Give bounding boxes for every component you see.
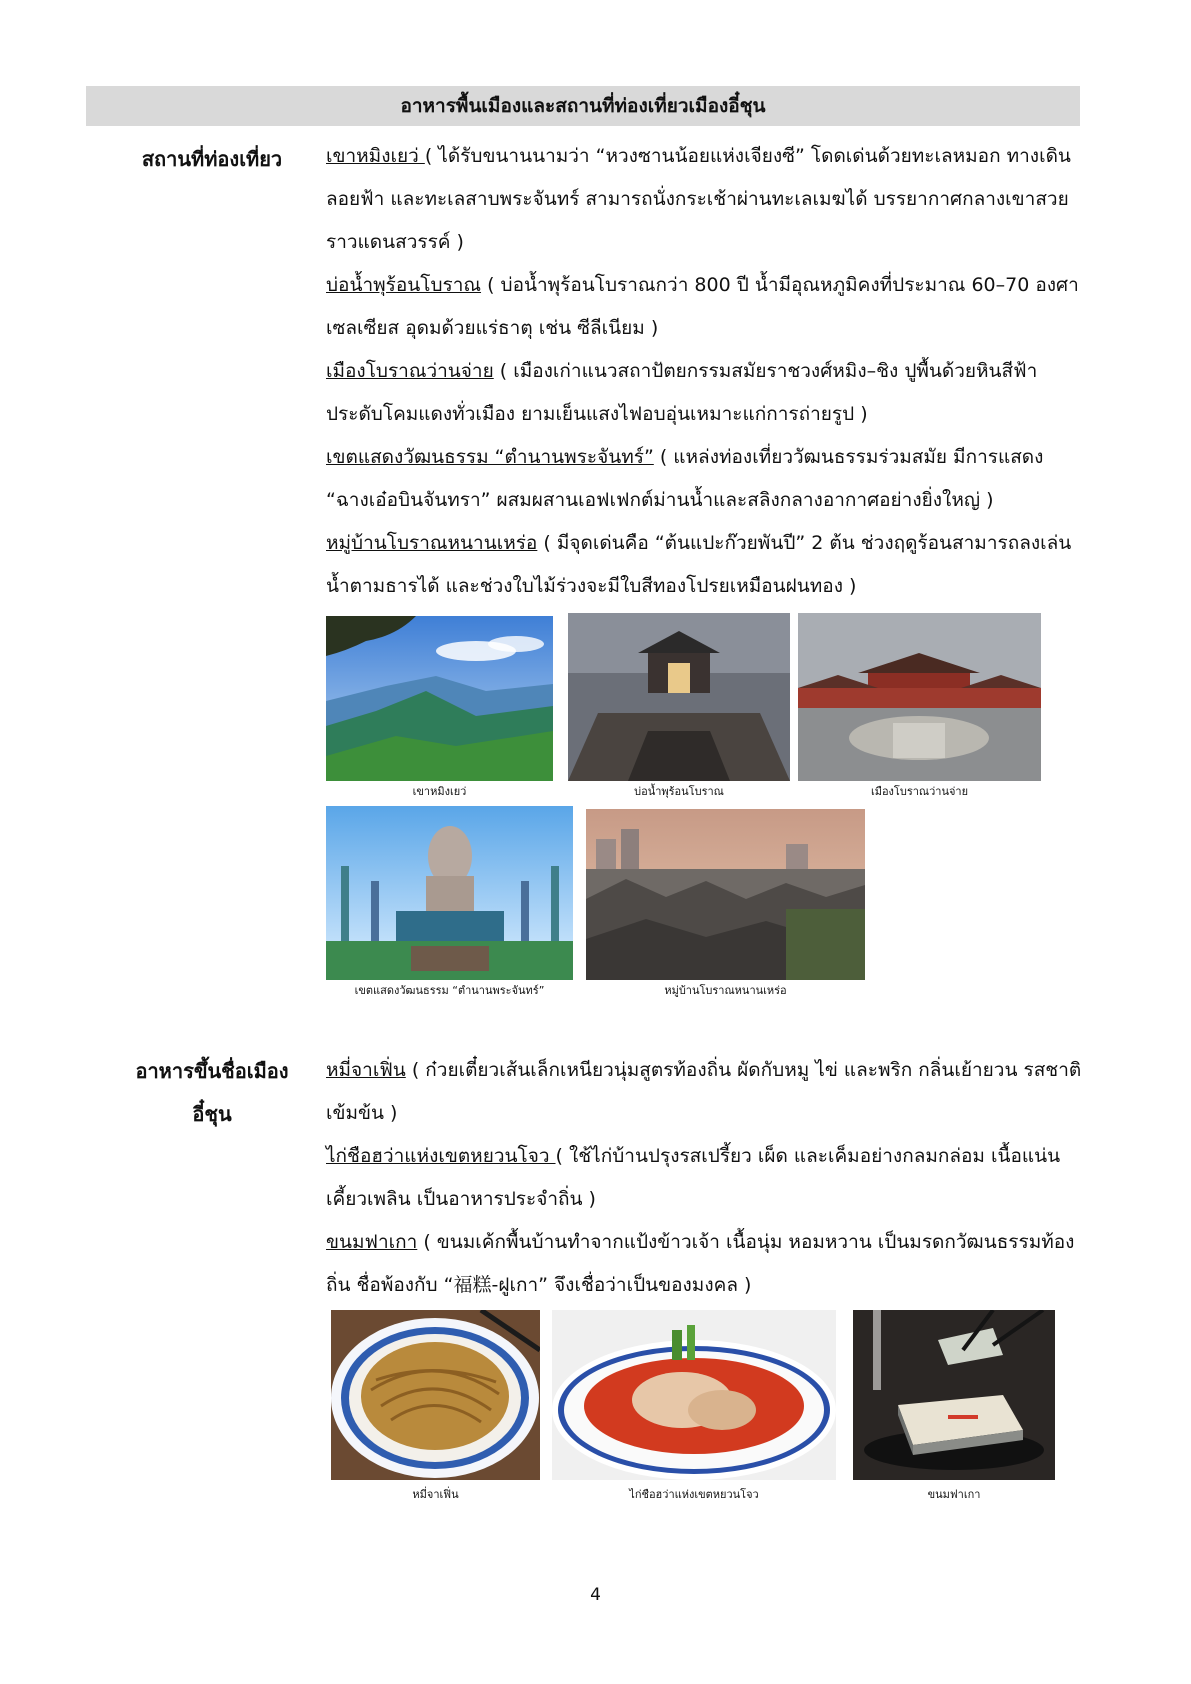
attraction-item	[326, 436, 1086, 522]
noodles-photo	[331, 1310, 540, 1480]
attraction-desc: ( เมืองเก่าแนวสถาปัตยกรรมสมัยราชวงศ์หมิง–ชิง ปูพื้นด้วยหินสีฟ้า ประดับโคมแดงทั่วเมือง ยามเย็นแสงไฟอบอุ่นเหมาะแก่การถ่ายรูป )	[326, 360, 1038, 425]
food-desc: ( ก๋วยเตี๋ยวเส้นเล็กเหนียวนุ่มสูตรท้องถิ่น ผัดกับหมู ไข่ และพริก กลิ่นเย้ายวน รสชาติเข้มข้น )	[326, 1059, 1082, 1124]
foods-list	[326, 1049, 1086, 1307]
photo-caption: หมู่บ้านโบราณหนานเหร่อ	[664, 984, 787, 997]
page-title: อาหารพื้นเมืองและสถานที่ท่องเที่ยวเมืองอี๋ชุน	[86, 86, 1080, 126]
page-number: 4	[590, 1585, 601, 1605]
fagao-cake-photo	[853, 1310, 1055, 1480]
hot-spring-photo	[568, 613, 790, 781]
attraction-desc: ( แหล่งท่องเที่ยววัฒนธรรมร่วมสมัย มีการแสดง “ฉางเอ๋อบินจันทรา” ผสมผสานเอฟเฟกต์ม่านน้ำและสลิงกลางอากาศอย่างยิ่งใหญ่ )	[326, 446, 1044, 511]
attraction-name: เขตแสดงวัฒนธรรม “ตำนานพระจันทร์”	[326, 446, 654, 468]
food-name: ไก่ชือฮว่าแห่งเขตหยวนโจว	[326, 1145, 556, 1167]
foods-label-line1: อาหารขึ้นชื่อเมือง	[135, 1059, 289, 1083]
photo-caption: บ่อน้ำพุร้อนโบราณ	[634, 785, 724, 798]
old-village-photo	[586, 809, 865, 980]
food-item	[326, 1221, 1086, 1307]
food-name: ขนมฟาเกา	[326, 1231, 418, 1253]
food-item	[326, 1135, 1086, 1221]
attractions-label: สถานที่ท่องเที่ยว	[141, 147, 283, 171]
photo-caption: ไก่ชือฮว่าแห่งเขตหยวนโจว	[629, 1488, 759, 1501]
food-desc: ( ขนมเค้กพื้นบ้านทำจากแป้งข้าวเจ้า เนื้อนุ่ม หอมหวาน เป็นมรดกวัฒนธรรมท้องถิ่น ชื่อพ้องกับ “福糕-ฝูเกา” จึงเชื่อว่าเป็นของมงคล )	[326, 1231, 1075, 1296]
chicken-dish-photo	[552, 1310, 836, 1480]
photo-caption: เขาหมิงเยว่	[412, 785, 467, 798]
attraction-item	[326, 522, 1086, 608]
attractions-list	[326, 135, 1086, 608]
mountain-photo	[326, 616, 553, 781]
attraction-name: หมู่บ้านโบราณหนานเหร่อ	[326, 532, 538, 554]
photo-caption: เมืองโบราณว่านจ่าย	[870, 785, 969, 798]
attraction-desc: ( ได้รับขนานนามว่า “หวงซานน้อยแห่งเจียงซี” โดดเด่นด้วยทะเลหมอก ทางเดินลอยฟ้า และทะเลสาบพระจันทร์ สามารถนั่งกระเช้าผ่านทะเลเมฆได้ บรรยากาศกลางเขาสวยราวแดนสวรรค์ )	[326, 145, 1071, 253]
photo-caption: เขตแสดงวัฒนธรรม “ตำนานพระจันทร์”	[354, 984, 545, 997]
foods-label	[112, 1050, 312, 1136]
photo-caption: หมี่จาเฟิ่น	[412, 1488, 459, 1501]
attraction-item	[326, 135, 1086, 264]
foods-label-line2: อี๋ชุน	[192, 1102, 232, 1126]
attraction-name: บ่อน้ำพุร้อนโบราณ	[326, 274, 482, 296]
food-name: หมี่จาเฟิ่น	[326, 1059, 406, 1081]
attraction-name: เขาหมิงเยว่	[326, 145, 425, 167]
food-desc: ( ใช้ไก่บ้านปรุงรสเปรี้ยว เผ็ด และเค็มอย่างกลมกล่อม เนื้อแน่น เคี้ยวเพลิน เป็นอาหารประจำถิ่น )	[326, 1145, 1061, 1210]
attraction-item	[326, 264, 1086, 350]
attraction-item	[326, 350, 1086, 436]
ancient-town-photo	[798, 613, 1041, 781]
attraction-desc: ( มีจุดเด่นคือ “ต้นแปะก๊วยพันปี” 2 ต้น ช่วงฤดูร้อนสามารถลงเล่นน้ำตามธารได้ และช่วงใบไม้ร่วงจะมีใบสีทองโปรยเหมือนฝนทอง )	[326, 532, 1072, 597]
attraction-desc: ( บ่อน้ำพุร้อนโบราณกว่า 800 ปี น้ำมีอุณหภูมิคงที่ประมาณ 60–70 องศาเซลเซียส อุดมด้วยแร่ธาตุ เช่น ซีลีเนียม )	[326, 274, 1079, 339]
food-item	[326, 1049, 1086, 1135]
attraction-name: เมืองโบราณว่านจ่าย	[326, 360, 494, 382]
moon-legend-park-photo	[326, 806, 573, 980]
photo-caption: ขนมฟาเกา	[927, 1488, 981, 1501]
